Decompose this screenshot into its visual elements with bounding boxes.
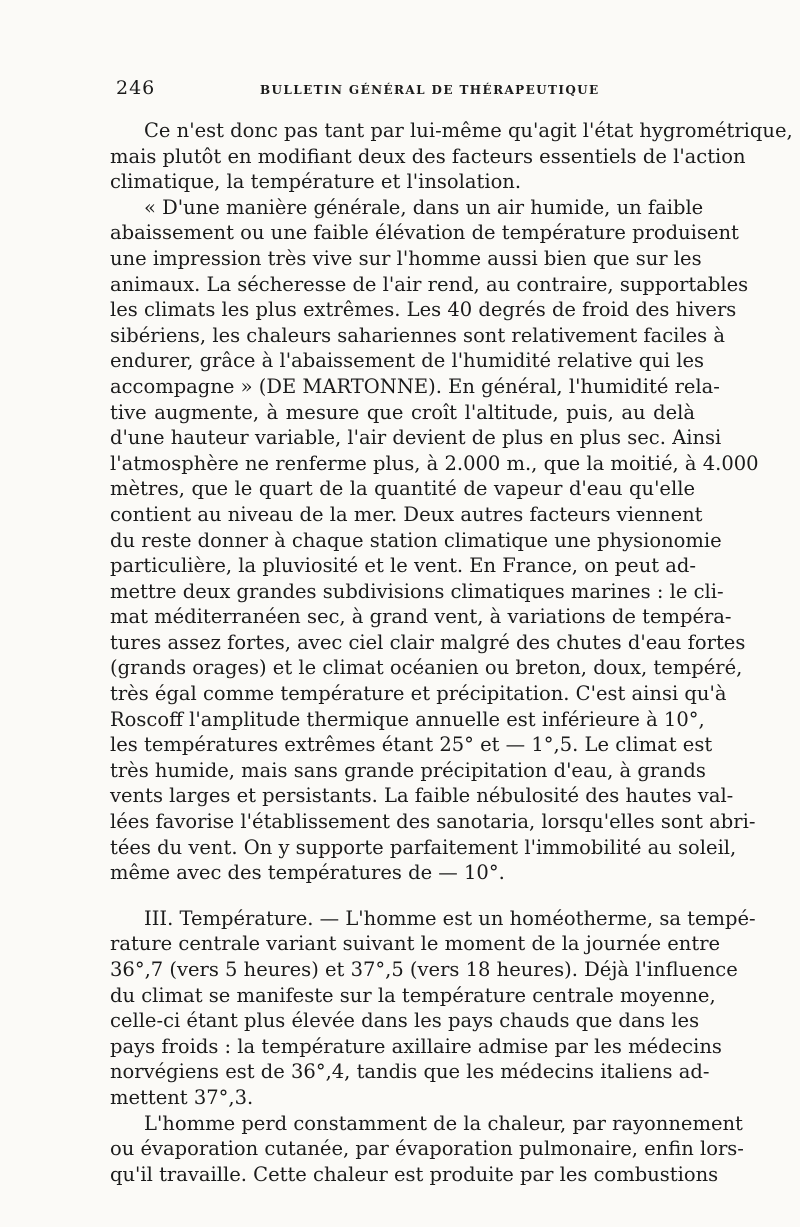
text-line: animaux. La sécheresse de l'air rend, au contraire, supportables (110, 272, 749, 296)
text-line: particulière, la pluviosité et le vent. En France, on peut ad- (110, 554, 696, 578)
text-line: Ce n'est donc pas tant par lui-même qu'agit l'état hygrométrique, (144, 119, 793, 142)
text-line: Roscoff l'amplitude thermique annuelle est inférieure à 10°, (110, 707, 705, 731)
text-line: rature centrale variant suivant le moment de la journée entre (110, 932, 721, 956)
text-line: contient au niveau de la mer. Deux autres facteurs viennent (110, 502, 703, 526)
text-line: celle-ci étant plus élevée dans les pays chauds que dans les (110, 1009, 700, 1033)
text-line: « D'une manière générale, dans un air humide, un faible (144, 195, 704, 219)
text-line: lées favorise l'établissement des sanotaria, lorsqu'elles sont abri- (110, 810, 756, 834)
page-number: 246 (116, 77, 156, 99)
text-line: climatique, la température et l'insolation. (110, 170, 522, 194)
text-line: du reste donner à chaque station climatique une physionomie (110, 528, 722, 552)
text-line: mettre deux grandes subdivisions climatiques marines : le cli- (110, 579, 724, 603)
text-line: les climats les plus extrêmes. Les 40 degrés de froid des hivers (110, 298, 737, 322)
text-line: abaissement ou une faible élévation de température produisent (110, 221, 739, 245)
text-line: du climat se manifeste sur la température centrale moyenne, (110, 983, 716, 1007)
text-line: très égal comme température et précipitation. C'est ainsi qu'à (110, 682, 727, 706)
text-line: très humide, mais sans grande précipitation d'eau, à grands (110, 758, 706, 782)
text-line: une impression très vive sur l'homme aussi bien que sur les (110, 246, 702, 270)
text-line: tées du vent. On y supporte parfaitement l'immobilité au soleil, (110, 835, 737, 859)
text-line: norvégiens est de 36°,4, tandis que les médecins italiens ad- (110, 1060, 710, 1084)
text-line: mais plutôt en modifiant deux des facteurs essentiels de l'action (110, 144, 746, 168)
body-text (110, 118, 793, 1187)
text-line: pays froids : la température axillaire admise par les médecins (110, 1034, 722, 1058)
text-line: (grands orages) et le climat océanien ou breton, doux, tempéré, (110, 656, 743, 680)
text-line: ou évaporation cutanée, par évaporation pulmonaire, enfin lors- (110, 1137, 744, 1161)
paragraph-gap (110, 886, 695, 906)
text-line: endurer, grâce à l'abaissement de l'humidité relative qui les (110, 349, 705, 373)
text-line: accompagne » (DE MARTONNE). En général, l'humidité rela- (110, 374, 720, 398)
text-line: vents larges et persistants. La faible nébulosité des hautes val- (110, 784, 734, 808)
text-line: qu'il travaille. Cette chaleur est produite par les combustions (110, 1162, 719, 1186)
text-line: l'atmosphère ne renferme plus, à 2.000 m., que la moitié, à 4.000 (110, 451, 759, 475)
text-line: mat méditerranéen sec, à grand vent, à variations de tempéra- (110, 605, 732, 629)
text-line: d'une hauteur variable, l'air devient de plus en plus sec. Ainsi (110, 426, 722, 450)
text-line: les températures extrêmes étant 25° et — 1°,5. Le climat est (110, 733, 713, 757)
running-title: BULLETIN GÉNÉRAL DE THÉRAPEUTIQUE (260, 83, 600, 97)
text-line: même avec des températures de — 10°. (110, 861, 505, 885)
text-line: tive augmente, à mesure que croît l'altitude, puis, au delà (110, 400, 695, 424)
section-heading-line: III. Température. — L'homme est un homéotherme, sa tempé- (144, 906, 756, 930)
text-line: tures assez fortes, avec ciel clair malgré des chutes d'eau fortes (110, 630, 746, 654)
text-line: 36°,7 (vers 5 heures) et 37°,5 (vers 18 heures). Déjà l'influence (110, 958, 738, 981)
page-header (110, 77, 695, 101)
text-line: sibériens, les chaleurs sahariennes sont relativement faciles à (110, 323, 725, 347)
text-line: L'homme perd constamment de la chaleur, par rayonnement (144, 1111, 743, 1135)
text-line: mettent 37°,3. (110, 1085, 254, 1109)
text-line: mètres, que le quart de la quantité de vapeur d'eau qu'elle (110, 477, 695, 501)
